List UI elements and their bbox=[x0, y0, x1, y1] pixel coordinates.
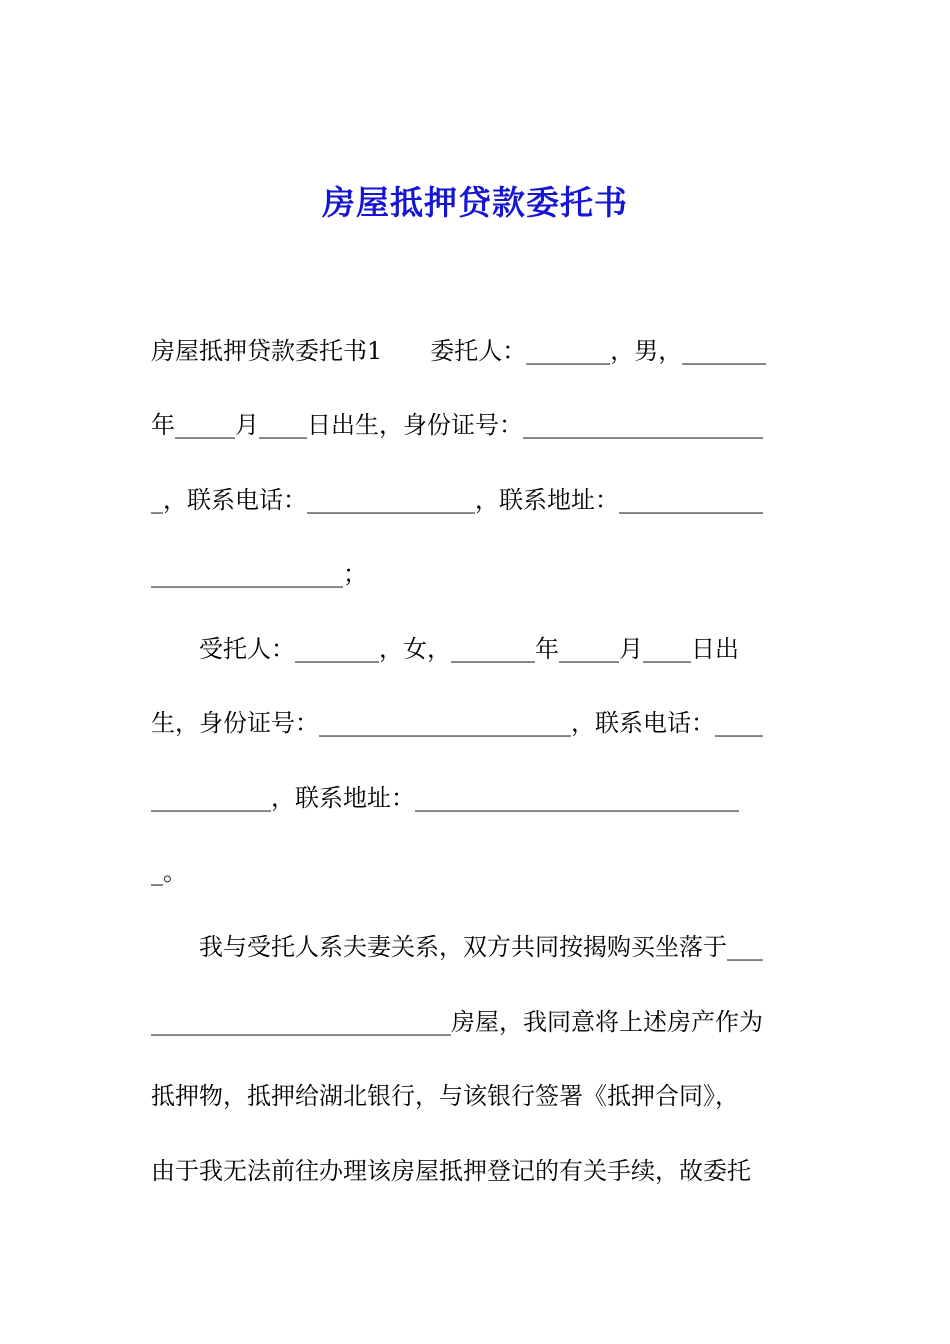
body-line-2: 年_____月____日出生，身份证号：____________________ bbox=[151, 411, 763, 439]
body-line-8: _。 bbox=[151, 858, 187, 886]
document-title: 房屋抵押贷款委托书 bbox=[322, 183, 628, 222]
body-line-6: 生，身份证号：_____________________，联系电话：____ bbox=[151, 709, 763, 737]
body-line-9: 我与受托人系夫妻关系，双方共同按揭购买坐落于___ bbox=[151, 933, 763, 961]
body-line-5: 受托人：_______，女，_______年_____月____日出 bbox=[151, 635, 739, 663]
body-line-1: 房屋抵押贷款委托书1 委托人：_______，男，_______ bbox=[151, 337, 767, 365]
body-line-10: _________________________房屋，我同意将上述房产作为 bbox=[151, 1008, 763, 1036]
body-line-11: 抵押物，抵押给湖北银行，与该银行签署《抵押合同》， bbox=[151, 1082, 739, 1110]
body-line-7: __________，联系地址：___________________________ bbox=[151, 784, 739, 812]
body-line-12: 由于我无法前往办理该房屋抵押登记的有关手续，故委托 bbox=[151, 1157, 751, 1185]
body-line-3: _，联系电话：______________，联系地址：____________ bbox=[151, 486, 763, 514]
body-line-4: ________________； bbox=[151, 560, 367, 588]
